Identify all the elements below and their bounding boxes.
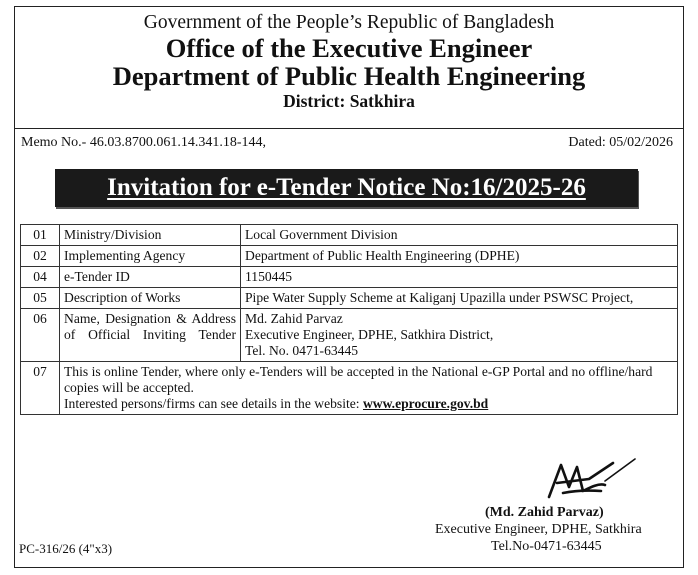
tender-details-table	[20, 224, 678, 415]
table-row	[21, 288, 678, 309]
table-row	[21, 362, 678, 415]
publication-code: PC-316/26 (4"x3)	[19, 541, 113, 556]
table-row	[21, 225, 678, 246]
memo-date: Dated: 05/02/2026	[568, 135, 673, 150]
row-value: Department of Public Health Engineering (DPHE)	[241, 246, 678, 267]
row-value	[241, 309, 678, 362]
table-row	[21, 246, 678, 267]
handwritten-signature	[543, 457, 639, 503]
website-note	[64, 396, 673, 412]
district-line: District: Satkhira	[283, 90, 415, 111]
official-name: Md. Zahid Parvaz	[245, 311, 343, 326]
row-number: 06	[21, 309, 60, 362]
row-number: 04	[21, 267, 60, 288]
office-title: Office of the Executive Engineer	[165, 32, 533, 63]
official-designation: Executive Engineer, DPHE, Satkhira District,	[245, 327, 494, 342]
department-title: Department of Public Health Engineering	[112, 61, 586, 92]
table-row	[21, 309, 678, 362]
online-tender-note: This is online Tender, where only e-Tenders will be accepted in the National e-GP Portal and no offline/hard copies will be accepted.	[64, 364, 653, 395]
row-label: Implementing Agency	[60, 246, 241, 267]
row-label: Name, Designation & Address of Official Inviting Tender	[60, 309, 241, 362]
website-link[interactable]: www.eprocure.gov.bd	[362, 396, 489, 411]
notice-title-banner: Invitation for e-Tender Notice No:16/2025-26	[55, 169, 638, 207]
table-row	[21, 267, 678, 288]
row-value: Local Government Division	[241, 225, 678, 246]
memo-number: Memo No.- 46.03.8700.061.14.341.18-144,	[21, 135, 266, 150]
signatory-tel: Tel.No-0471-63445	[491, 539, 602, 554]
row-label: e-Tender ID	[60, 267, 241, 288]
official-tel: Tel. No. 0471-63445	[245, 343, 359, 358]
signatory-designation: Executive Engineer, DPHE, Satkhira	[435, 522, 642, 537]
website-note-text: Interested persons/firms can see details in the website:	[64, 396, 360, 411]
row-label: Description of Works	[60, 288, 241, 309]
government-line: Government of the People’s Republic of Bangladesh	[143, 12, 555, 33]
row-number: 05	[21, 288, 60, 309]
signatory-name: (Md. Zahid Parvaz)	[485, 505, 604, 520]
row-label: Ministry/Division	[60, 225, 241, 246]
row-value: Pipe Water Supply Scheme at Kaliganj Upazilla under PSWSC Project,	[241, 288, 678, 309]
header-divider	[15, 128, 683, 129]
tender-notice	[14, 6, 684, 568]
row-number: 02	[21, 246, 60, 267]
row-number: 01	[21, 225, 60, 246]
row-number: 07	[21, 362, 60, 415]
row-value: 1150445	[241, 267, 678, 288]
notice-header	[15, 12, 683, 112]
row-value	[60, 362, 678, 415]
